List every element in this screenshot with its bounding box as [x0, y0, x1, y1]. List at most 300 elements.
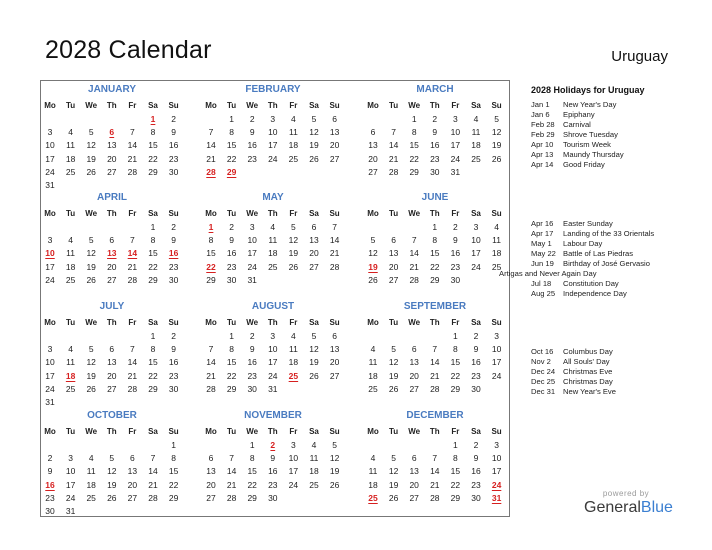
calendar-day: 12 — [86, 357, 96, 368]
calendar-day: 8 — [208, 235, 214, 246]
holiday-day: 1 — [208, 222, 214, 232]
holiday-row — [531, 357, 610, 367]
calendar-day: 17 — [247, 248, 257, 259]
calendar-day: 18 — [65, 153, 76, 164]
holiday-name: Birthday of José Gervasio Artigas and Never Again Day — [499, 259, 650, 278]
calendar-day: 20 — [309, 248, 319, 259]
holiday-date: Feb 29 — [531, 130, 555, 139]
weekday-header: Su — [329, 318, 340, 327]
calendar-day: 6 — [208, 453, 214, 464]
calendar-day: 29 — [247, 492, 257, 503]
weekday-header: Mo — [367, 427, 379, 436]
calendar-day: 28 — [206, 383, 216, 394]
calendar-day: 14 — [206, 357, 216, 368]
calendar-day: 11 — [471, 127, 481, 138]
calendar-day: 2 — [432, 114, 438, 124]
calendar-day: 25 — [309, 479, 319, 490]
holiday-date: Apr 13 — [531, 150, 554, 159]
holiday-day: 13 — [107, 248, 117, 259]
calendar-day: 19 — [491, 140, 502, 151]
calendar-day: 31 — [45, 397, 55, 407]
calendar-day: 26 — [329, 479, 340, 490]
calendar-day: 31 — [450, 166, 461, 177]
calendar-day: 21 — [148, 479, 158, 490]
calendar-day: 5 — [109, 453, 115, 464]
calendar-day: 22 — [450, 370, 461, 381]
weekday-header: Mo — [44, 318, 56, 327]
calendar-day: 23 — [45, 492, 55, 503]
holiday-row — [531, 347, 613, 357]
calendar-day: 24 — [247, 261, 257, 272]
calendar-day: 15 — [148, 140, 158, 151]
holiday-name: Shrove Tuesday — [563, 130, 618, 139]
holiday-date: Apr 16 — [531, 219, 554, 228]
weekday-header: Mo — [44, 209, 56, 218]
calendar-day: 8 — [453, 453, 458, 464]
calendar-day: 14 — [127, 140, 138, 151]
holiday-row — [531, 279, 619, 289]
calendar-day: 8 — [411, 127, 417, 138]
calendar-day: 18 — [368, 479, 378, 490]
calendar-day: 7 — [229, 453, 234, 464]
calendar-day: 11 — [288, 127, 298, 138]
calendar-day: 7 — [411, 235, 417, 246]
calendar-day: 16 — [168, 140, 179, 151]
calendar-day: 19 — [309, 140, 319, 151]
holiday-row — [531, 367, 612, 377]
calendar-day: 24 — [45, 166, 55, 177]
calendar-day: 23 — [247, 153, 257, 164]
calendar-day: 7 — [391, 127, 396, 138]
weekday-header: Tu — [66, 427, 76, 436]
calendar-day: 1 — [453, 440, 458, 450]
calendar-day: 29 — [206, 274, 216, 285]
calendar-day: 10 — [450, 127, 461, 138]
calendar-day: 11 — [66, 140, 75, 151]
weekday-header: We — [246, 427, 259, 436]
holiday-day: 24 — [491, 479, 502, 490]
calendar-day: 20 — [107, 261, 117, 272]
calendar-day: 12 — [388, 466, 399, 477]
calendar-day: 24 — [450, 153, 461, 164]
calendar-day: 3 — [47, 235, 53, 246]
month-name: DECEMBER — [406, 410, 464, 421]
calendar-day: 26 — [86, 274, 96, 285]
calendar-day: 1 — [229, 114, 234, 124]
calendar-day: 23 — [247, 370, 257, 381]
weekday-header: Th — [106, 318, 117, 327]
calendar-day: 10 — [471, 235, 481, 246]
calendar-day: 27 — [329, 370, 340, 381]
calendar-day: 29 — [148, 166, 158, 177]
calendar-day: 12 — [368, 248, 378, 259]
calendar-day: 27 — [107, 383, 117, 394]
calendar-day: 5 — [370, 235, 376, 246]
month-name: JUNE — [421, 192, 449, 203]
calendar-day: 12 — [288, 235, 299, 246]
brand-blue: Blue — [640, 499, 673, 516]
calendar-day: 22 — [226, 370, 237, 381]
calendar-day: 1 — [453, 331, 458, 341]
calendar-day: 5 — [291, 222, 296, 232]
holiday-day: 25 — [368, 492, 378, 503]
calendar-day: 26 — [368, 274, 378, 285]
weekday-header: Mo — [367, 318, 379, 327]
calendar-day: 8 — [432, 235, 438, 246]
calendar-day: 7 — [150, 453, 156, 464]
weekday-header: Th — [267, 101, 278, 110]
calendar-day: 25 — [65, 383, 76, 394]
calendar-day: 29 — [148, 383, 158, 394]
calendar-day: 28 — [127, 274, 138, 285]
calendar-day: 29 — [226, 383, 237, 394]
calendar-day: 24 — [268, 370, 278, 381]
calendar-day: 28 — [127, 166, 138, 177]
calendar-day: 18 — [288, 140, 299, 151]
weekday-header: Su — [168, 209, 179, 218]
calendar-day: 18 — [288, 357, 299, 368]
calendar-day: 10 — [45, 357, 55, 368]
calendar-day: 17 — [45, 261, 55, 272]
calendar-day: 7 — [208, 344, 214, 355]
calendar-day: 27 — [329, 153, 340, 164]
calendar-day: 9 — [473, 453, 479, 464]
calendar-day: 15 — [409, 140, 419, 151]
holiday-date: May 22 — [531, 249, 556, 258]
weekday-header: Su — [491, 101, 502, 110]
calendar-day: 30 — [226, 274, 237, 285]
calendar-day: 21 — [127, 370, 138, 381]
calendar-day: 16 — [247, 357, 257, 368]
calendar-day: 8 — [150, 127, 156, 138]
calendar-day: 11 — [268, 235, 278, 246]
calendar-day: 9 — [453, 235, 458, 246]
calendar-day: 26 — [388, 383, 399, 394]
weekday-header: Tu — [227, 318, 237, 327]
holiday-name: Constitution Day — [563, 279, 619, 288]
calendar-day: 16 — [450, 248, 461, 259]
calendar-day: 2 — [171, 331, 176, 341]
calendar-day: 4 — [291, 331, 296, 341]
weekday-header: Tu — [66, 209, 76, 218]
calendar-day: 23 — [471, 370, 481, 381]
calendar-day: 6 — [332, 331, 337, 341]
month-name: APRIL — [97, 192, 127, 203]
calendar-day: 17 — [491, 357, 502, 368]
calendar-day: 24 — [65, 492, 76, 503]
calendar-day: 21 — [430, 370, 440, 381]
calendar-day: 3 — [494, 440, 499, 450]
calendar-day: 13 — [127, 466, 138, 477]
calendar-day: 3 — [473, 222, 479, 232]
calendar-day: 30 — [168, 383, 179, 394]
calendar-day: 1 — [249, 440, 255, 450]
calendar-day: 30 — [268, 492, 278, 503]
calendar-day: 13 — [107, 140, 117, 151]
calendar-day: 24 — [45, 274, 55, 285]
weekday-header: We — [246, 318, 259, 327]
calendar-day: 3 — [270, 331, 276, 341]
calendar-day: 14 — [409, 248, 419, 259]
calendar-day: 29 — [430, 274, 440, 285]
calendar-day: 3 — [453, 114, 458, 124]
weekday-header: Tu — [66, 318, 76, 327]
calendar-day: 22 — [168, 479, 179, 490]
calendar-day: 4 — [270, 222, 276, 232]
weekday-header: Sa — [471, 318, 481, 327]
calendar-day: 15 — [247, 466, 257, 477]
calendar-day: 28 — [430, 383, 440, 394]
calendar-day: 15 — [168, 466, 179, 477]
holiday-name: Landing of the 33 Orientals — [563, 229, 655, 238]
holiday-date: May 1 — [531, 239, 552, 248]
calendar-day: 23 — [168, 153, 179, 164]
holiday-date: Dec 31 — [531, 387, 556, 396]
calendar-day: 17 — [268, 140, 278, 151]
holiday-day: 14 — [127, 248, 138, 259]
calendar-day: 21 — [206, 153, 216, 164]
calendar-day: 6 — [109, 344, 115, 355]
calendar-day: 8 — [453, 344, 458, 355]
weekday-header: Tu — [227, 101, 237, 110]
calendar-day: 8 — [150, 344, 156, 355]
calendar-day: 17 — [450, 140, 461, 151]
calendar-day: 3 — [68, 453, 73, 464]
holiday-name: New Year's Day — [563, 100, 617, 109]
weekday-header: We — [246, 209, 259, 218]
weekday-header: Tu — [227, 427, 237, 436]
holiday-row — [531, 387, 616, 397]
calendar-day: 29 — [168, 492, 179, 503]
weekday-header: Su — [168, 427, 179, 436]
calendar-day: 12 — [491, 127, 502, 138]
weekday-header: Mo — [44, 101, 56, 110]
calendar-day: 10 — [247, 235, 257, 246]
calendar-day: 18 — [65, 261, 76, 272]
brand-logo[interactable] — [584, 489, 673, 517]
calendar-day: 13 — [309, 235, 319, 246]
calendar-day: 28 — [430, 492, 440, 503]
calendar-day: 24 — [45, 383, 55, 394]
calendar-day: 2 — [47, 453, 53, 464]
calendar-day: 18 — [471, 140, 481, 151]
calendar-day: 3 — [47, 127, 53, 138]
holiday-name: Epiphany — [563, 110, 595, 119]
holiday-name: New Year's Eve — [563, 387, 616, 396]
calendar-day: 23 — [168, 370, 179, 381]
calendar-day: 23 — [226, 261, 237, 272]
calendar-day: 6 — [130, 453, 135, 464]
calendar-day: 22 — [409, 153, 419, 164]
calendar-day: 25 — [368, 383, 378, 394]
holiday-date: Feb 28 — [531, 120, 555, 129]
weekday-header: Su — [491, 209, 502, 218]
calendar-day: 11 — [368, 357, 378, 368]
weekday-header: Th — [106, 209, 117, 218]
calendar-day: 20 — [329, 357, 340, 368]
calendar-day: 15 — [226, 357, 237, 368]
calendar-day: 16 — [226, 248, 237, 259]
calendar-day: 30 — [247, 383, 257, 394]
calendar-day: 27 — [388, 274, 399, 285]
weekday-header: We — [408, 427, 421, 436]
calendar-day: 4 — [370, 344, 376, 355]
calendar-day: 4 — [68, 235, 73, 246]
calendar-day: 12 — [86, 248, 96, 259]
calendar-day: 13 — [409, 466, 419, 477]
weekday-header: Fr — [128, 209, 137, 218]
calendar-day: 27 — [107, 166, 117, 177]
calendar-day: 9 — [432, 127, 438, 138]
calendar-day: 30 — [168, 274, 179, 285]
calendar-day: 3 — [291, 440, 296, 450]
weekday-header: Fr — [289, 427, 298, 436]
calendar-day: 27 — [107, 274, 117, 285]
weekday-header: We — [85, 101, 98, 110]
calendar-day: 1 — [229, 331, 234, 341]
weekday-header: Sa — [309, 427, 319, 436]
calendar-day: 4 — [311, 440, 317, 450]
calendar-day: 19 — [107, 479, 117, 490]
weekday-header: We — [408, 209, 421, 218]
calendar-day: 1 — [411, 114, 417, 124]
weekday-header: Fr — [128, 101, 137, 110]
month-name: NOVEMBER — [244, 410, 302, 421]
holiday-name: Carnival — [563, 120, 591, 129]
month-name: MAY — [262, 192, 284, 203]
holidays-title: 2028 Holidays for Uruguay — [531, 85, 645, 95]
holiday-date: Jan 1 — [531, 100, 550, 109]
calendar-day: 28 — [226, 492, 237, 503]
calendar-day: 30 — [471, 383, 481, 394]
weekday-header: We — [85, 427, 98, 436]
calendar-day: 13 — [329, 127, 340, 138]
calendar-day: 14 — [226, 466, 237, 477]
calendar-day: 16 — [168, 357, 179, 368]
weekday-header: Su — [168, 101, 179, 110]
calendar-day: 15 — [148, 357, 158, 368]
brand-wordmark — [584, 499, 673, 517]
calendar-day: 5 — [311, 114, 317, 124]
calendar-day: 26 — [86, 166, 96, 177]
calendar-day: 26 — [288, 261, 299, 272]
calendar-day: 11 — [492, 235, 501, 246]
calendar-day: 18 — [268, 248, 278, 259]
calendar-day: 16 — [268, 466, 278, 477]
holiday-name: Columbus Day — [563, 347, 613, 356]
calendar-day: 2 — [473, 331, 479, 341]
calendar-day: 7 — [432, 453, 438, 464]
calendar-day: 20 — [107, 153, 117, 164]
calendar-day: 27 — [206, 492, 216, 503]
calendar-day: 21 — [430, 479, 440, 490]
calendar-day: 1 — [171, 440, 176, 450]
weekday-header: Mo — [367, 101, 379, 110]
calendar-day: 24 — [491, 370, 502, 381]
calendar-day: 9 — [473, 344, 479, 355]
calendar-day: 21 — [329, 248, 340, 259]
calendar-day: 4 — [88, 453, 94, 464]
calendar-day: 2 — [473, 440, 479, 450]
calendar-day: 20 — [329, 140, 340, 151]
holiday-name: Tourism Week — [563, 140, 611, 149]
month-name: OCTOBER — [87, 410, 137, 421]
holiday-date: Dec 24 — [531, 367, 556, 376]
calendar-day: 24 — [288, 479, 299, 490]
holiday-day: 2 — [270, 440, 276, 450]
calendar-day: 31 — [268, 383, 278, 394]
calendar-day: 12 — [309, 127, 319, 138]
weekday-header: Th — [429, 101, 440, 110]
holiday-name: Christmas Eve — [563, 367, 613, 376]
calendar-day: 9 — [249, 344, 255, 355]
calendar-day: 22 — [148, 261, 158, 272]
calendar-day: 5 — [311, 331, 317, 341]
calendar-day: 19 — [388, 370, 399, 381]
calendar-day: 8 — [249, 453, 255, 464]
calendar-day: 17 — [491, 466, 502, 477]
calendar-day: 23 — [450, 261, 461, 272]
calendar-day: 31 — [247, 274, 257, 285]
calendar-day: 15 — [148, 248, 158, 259]
calendar-day: 20 — [409, 479, 419, 490]
calendar-day: 12 — [388, 357, 399, 368]
calendar-day: 24 — [268, 153, 278, 164]
month-name: AUGUST — [251, 301, 295, 312]
calendar-day: 17 — [288, 466, 299, 477]
holiday-day: 6 — [109, 127, 115, 138]
calendar-day: 2 — [249, 331, 255, 341]
weekday-header: Sa — [148, 318, 158, 327]
calendar-day: 6 — [411, 453, 417, 464]
weekday-header: Mo — [44, 427, 56, 436]
calendar-day: 17 — [65, 479, 76, 490]
calendar-day: 7 — [130, 235, 135, 246]
calendar-day: 5 — [494, 114, 499, 124]
calendar-day: 7 — [130, 127, 135, 138]
calendar-day: 9 — [47, 466, 53, 477]
weekday-header: Su — [329, 427, 340, 436]
calendar-day: 28 — [409, 274, 419, 285]
month-name: JANUARY — [88, 84, 136, 95]
calendar-day: 10 — [491, 344, 502, 355]
calendar-day: 2 — [229, 222, 234, 232]
weekday-header: Mo — [205, 209, 217, 218]
weekday-header: Tu — [389, 318, 399, 327]
holiday-day: 22 — [206, 261, 216, 272]
calendar-day: 4 — [68, 127, 73, 138]
holiday-date: Nov 2 — [531, 357, 551, 366]
weekday-header: We — [408, 101, 421, 110]
calendar-day: 6 — [370, 127, 376, 138]
calendar-day: 13 — [409, 357, 419, 368]
calendar-day: 17 — [471, 248, 481, 259]
calendar-day: 12 — [309, 344, 319, 355]
calendar-day: 3 — [270, 114, 276, 124]
calendar-day: 15 — [226, 140, 237, 151]
calendar-day: 8 — [171, 453, 176, 464]
calendar-day: 17 — [45, 370, 55, 381]
calendar-day: 8 — [150, 235, 156, 246]
weekday-header: Tu — [66, 101, 76, 110]
holiday-day: 31 — [491, 492, 502, 503]
calendar-day: 19 — [86, 153, 96, 164]
calendar-day: 16 — [430, 140, 440, 151]
calendar-day: 6 — [332, 114, 337, 124]
calendar-day: 4 — [473, 114, 479, 124]
calendar-day: 6 — [391, 235, 396, 246]
weekday-header: Th — [429, 209, 440, 218]
